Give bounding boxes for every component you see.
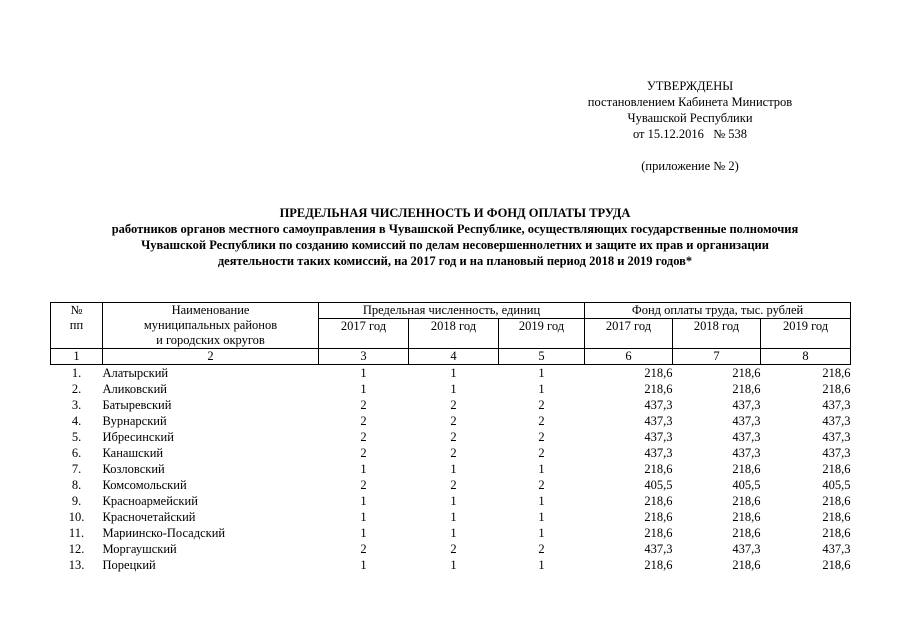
- document-title: ПРЕДЕЛЬНАЯ ЧИСЛЕННОСТЬ И ФОНД ОПЛАТЫ ТРУДА: [279, 206, 631, 220]
- approval-republic: Чувашской Республики: [627, 111, 753, 125]
- count-2019: 2: [538, 430, 545, 444]
- fund-2018: 437,3: [732, 446, 761, 460]
- count-2019: 2: [538, 446, 545, 460]
- count-2018: 2: [450, 446, 457, 460]
- column-number: 1: [51, 349, 103, 365]
- column-number: 7: [673, 349, 761, 365]
- count-2018: 1: [450, 510, 457, 524]
- district-name: Аликовский: [102, 382, 167, 396]
- header-count-2018: 2018 год: [409, 319, 499, 349]
- table-row: [51, 477, 851, 493]
- fund-2018: 437,3: [732, 398, 761, 412]
- column-number: 6: [585, 349, 673, 365]
- fund-2019: 218,6: [822, 382, 851, 396]
- table-row: [51, 493, 851, 509]
- document-subtitle-line-1: работников органов местного самоуправления в Чувашской Республике, осуществляющих государственные полномочия: [111, 222, 799, 236]
- district-name: Порецкий: [102, 558, 156, 572]
- district-name: Канашский: [102, 446, 164, 460]
- fund-2018: 218,6: [732, 510, 761, 524]
- fund-2019: 218,6: [822, 558, 851, 572]
- district-name: Батыревский: [102, 398, 172, 412]
- approval-title: УТВЕРЖДЕНЫ: [646, 79, 734, 93]
- fund-2019: 437,3: [822, 398, 851, 412]
- fund-2017: 437,3: [644, 398, 673, 412]
- count-2018: 2: [450, 398, 457, 412]
- fund-2019: 437,3: [822, 430, 851, 444]
- table-row: [51, 541, 851, 557]
- fund-2019: 437,3: [822, 446, 851, 460]
- fund-2019: 218,6: [822, 526, 851, 540]
- district-name: Красноармейский: [102, 494, 198, 508]
- count-2019: 2: [538, 414, 545, 428]
- count-2019: 1: [538, 558, 545, 572]
- row-number: 8.: [71, 478, 82, 492]
- column-number: 8: [761, 349, 851, 365]
- count-2018: 2: [450, 542, 457, 556]
- header-fund-2018: 2018 год: [673, 319, 761, 349]
- fund-2018: 218,6: [732, 526, 761, 540]
- header-fund-2019: 2019 год: [761, 319, 851, 349]
- column-number: 5: [499, 349, 585, 365]
- district-name: Вурнарский: [102, 414, 167, 428]
- count-2018: 1: [450, 366, 457, 380]
- fund-2018: 437,3: [732, 542, 761, 556]
- fund-2017: 218,6: [644, 526, 673, 540]
- fund-2019: 218,6: [822, 510, 851, 524]
- fund-2017: 437,3: [644, 430, 673, 444]
- row-number: 9.: [71, 494, 82, 508]
- count-2017: 1: [360, 558, 367, 572]
- document-title-block: [40, 205, 870, 269]
- count-2018: 2: [450, 414, 457, 428]
- header-count-2019: 2019 год: [499, 319, 585, 349]
- fund-2018: 218,6: [732, 462, 761, 476]
- fund-2017: 218,6: [644, 494, 673, 508]
- fund-2017: 218,6: [644, 510, 673, 524]
- count-2017: 2: [360, 430, 367, 444]
- header-group-fund: Фонд оплаты труда, тыс. рублей: [585, 303, 851, 319]
- count-2017: 2: [360, 478, 367, 492]
- fund-2017: 218,6: [644, 462, 673, 476]
- fund-2019: 405,5: [822, 478, 851, 492]
- district-name: Ибресинский: [102, 430, 174, 444]
- count-2017: 2: [360, 398, 367, 412]
- fund-2018: 405,5: [732, 478, 761, 492]
- fund-2018: 437,3: [732, 430, 761, 444]
- district-name: Алатырский: [102, 366, 169, 380]
- approval-block: [560, 78, 820, 174]
- header-group-count: Предельная численность, единиц: [319, 303, 585, 319]
- count-2019: 1: [538, 366, 545, 380]
- column-number: 2: [103, 349, 319, 365]
- count-2017: 1: [360, 526, 367, 540]
- row-number: 1.: [71, 366, 82, 380]
- fund-2019: 218,6: [822, 462, 851, 476]
- fund-2017: 437,3: [644, 446, 673, 460]
- header-count-2017: 2017 год: [319, 319, 409, 349]
- fund-2017: 218,6: [644, 366, 673, 380]
- count-2017: 2: [360, 446, 367, 460]
- row-number: 4.: [71, 414, 82, 428]
- count-2017: 1: [360, 382, 367, 396]
- row-number: 10.: [68, 510, 85, 524]
- count-2018: 1: [450, 382, 457, 396]
- fund-2018: 218,6: [732, 366, 761, 380]
- header-number: № пп: [51, 303, 103, 349]
- row-number: 13.: [68, 558, 85, 572]
- fund-2017: 218,6: [644, 558, 673, 572]
- table-row: [51, 381, 851, 397]
- table-row: [51, 365, 851, 382]
- table-row: [51, 461, 851, 477]
- fund-2018: 218,6: [732, 494, 761, 508]
- appendix-label: (приложение № 2): [641, 159, 739, 173]
- district-name: Козловский: [102, 462, 165, 476]
- table-row: [51, 445, 851, 461]
- count-2018: 1: [450, 526, 457, 540]
- row-number: 6.: [71, 446, 82, 460]
- count-2017: 1: [360, 462, 367, 476]
- fund-2018: 218,6: [732, 558, 761, 572]
- fund-2019: 437,3: [822, 542, 851, 556]
- count-2017: 1: [360, 510, 367, 524]
- row-number: 7.: [71, 462, 82, 476]
- table-row: [51, 557, 851, 573]
- district-name: Моргаушский: [102, 542, 177, 556]
- document-subtitle-line-2: Чувашской Республики по созданию комиссий по делам несовершеннолетних и защите их прав и организации: [141, 238, 769, 252]
- fund-2017: 218,6: [644, 382, 673, 396]
- count-2017: 1: [360, 494, 367, 508]
- count-2019: 1: [538, 510, 545, 524]
- data-table: [50, 302, 851, 573]
- fund-2019: 437,3: [822, 414, 851, 428]
- count-2019: 1: [538, 526, 545, 540]
- count-2018: 1: [450, 494, 457, 508]
- row-number: 11.: [68, 526, 85, 540]
- count-2018: 1: [450, 558, 457, 572]
- document-subtitle-line-3: деятельности таких комиссий, на 2017 год и на плановый период 2018 и 2019 годов*: [217, 254, 693, 268]
- count-2019: 1: [538, 462, 545, 476]
- fund-2018: 437,3: [732, 414, 761, 428]
- count-2017: 2: [360, 542, 367, 556]
- count-2019: 2: [538, 542, 545, 556]
- approval-resolution: постановлением Кабинета Министров: [587, 95, 793, 109]
- row-number: 2.: [71, 382, 82, 396]
- count-2018: 1: [450, 462, 457, 476]
- table-row: [51, 525, 851, 541]
- district-name: Красночетайский: [102, 510, 196, 524]
- column-number-row: [51, 349, 851, 365]
- fund-2017: 405,5: [644, 478, 673, 492]
- row-number: 3.: [71, 398, 82, 412]
- column-number: 3: [319, 349, 409, 365]
- table-row: [51, 413, 851, 429]
- count-2018: 2: [450, 430, 457, 444]
- row-number: 12.: [68, 542, 85, 556]
- count-2017: 1: [360, 366, 367, 380]
- table-row: [51, 509, 851, 525]
- column-number: 4: [409, 349, 499, 365]
- table-row: [51, 429, 851, 445]
- district-name: Комсомольский: [102, 478, 187, 492]
- fund-2017: 437,3: [644, 542, 673, 556]
- fund-2018: 218,6: [732, 382, 761, 396]
- row-number: 5.: [71, 430, 82, 444]
- header-name: Наименование муниципальных районов и городских округов: [103, 303, 319, 349]
- district-name: Мариинско-Посадский: [102, 526, 226, 540]
- count-2019: 2: [538, 398, 545, 412]
- count-2019: 2: [538, 478, 545, 492]
- fund-2019: 218,6: [822, 494, 851, 508]
- approval-date-number: от 15.12.2016 № 538: [632, 127, 748, 141]
- header-fund-2017: 2017 год: [585, 319, 673, 349]
- count-2019: 1: [538, 494, 545, 508]
- table-row: [51, 397, 851, 413]
- count-2018: 2: [450, 478, 457, 492]
- fund-2017: 437,3: [644, 414, 673, 428]
- fund-2019: 218,6: [822, 366, 851, 380]
- count-2017: 2: [360, 414, 367, 428]
- table-body: [51, 365, 851, 574]
- count-2019: 1: [538, 382, 545, 396]
